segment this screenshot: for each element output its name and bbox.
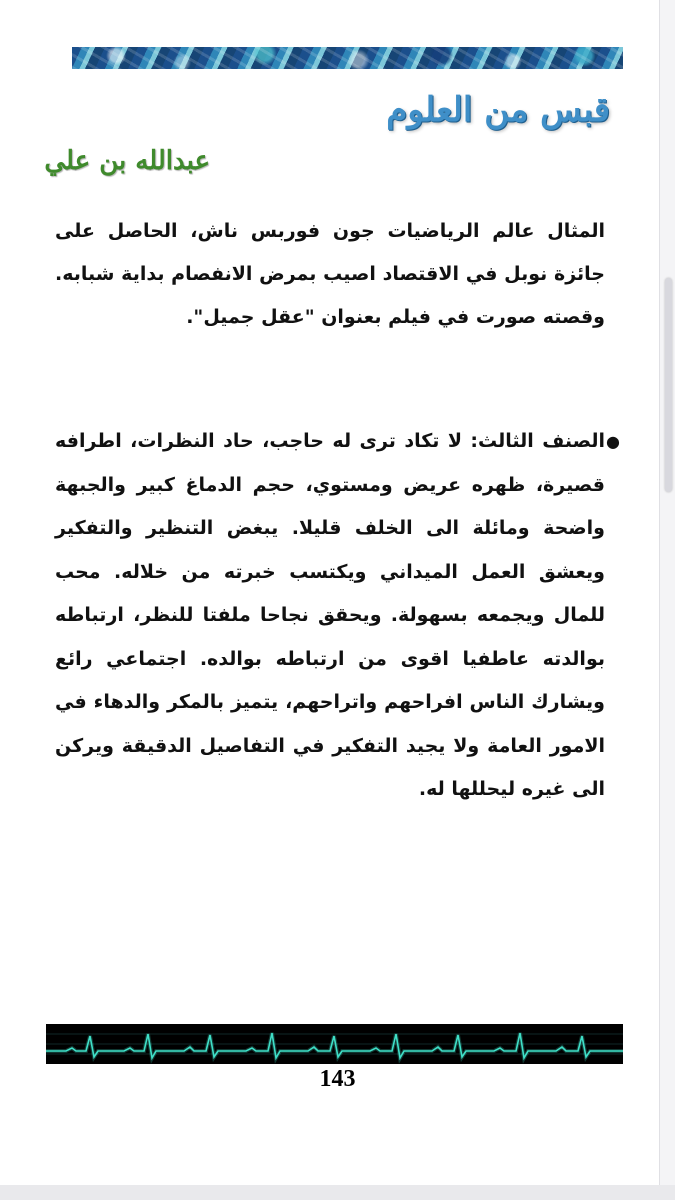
bullet-list-item xyxy=(55,420,620,812)
paragraph: المثال عالم الرياضيات جون فوربس ناش، الحاصل على جائزة نوبل في الاقتصاد اصيب بمرض الانفصام بداية شبابه. وقصته صورت في فيلم بعنوان "عقل جميل". xyxy=(55,220,605,328)
bullet-icon: ● xyxy=(606,432,620,451)
page-number: 143 xyxy=(319,1066,356,1092)
scrollbar-thumb[interactable] xyxy=(665,278,672,492)
decorative-mosaic-banner-icon xyxy=(72,47,623,69)
bullet-text: الصنف الثالث: لا تكاد ترى له حاجب، حاد النظرات، اطرافه قصيرة، ظهره عريض ومستوي، حجم الدماغ كبير والجبهة واضحة ومائلة الى الخلف قليلا. يبغض التنظير والتفكير ويعشق العمل الميداني ويكتسب خبرته من خلاله. محب للمال ويجمعه بسهولة. ويحقق نجاحا ملفتا للنظر، ارتباطه بوالدته عاطفيا اقوى من ارتباطه بوالده. اجتماعي رائع ويشارك الناس افراحهم واتراحهم، يتميز بالمكر والدهاء في الامور العامة ولا يجيد التفكير في التفاصيل الدقيقة ويركن الى غيره ليحللها له. xyxy=(55,430,605,800)
author-name: عبدالله بن علي xyxy=(44,146,210,176)
vertical-scrollbar[interactable] xyxy=(659,0,675,1185)
bottom-edge-bar xyxy=(0,1185,675,1200)
section-title: قبس من العلوم xyxy=(386,90,610,130)
heartbeat-line-banner-icon xyxy=(46,1024,623,1064)
